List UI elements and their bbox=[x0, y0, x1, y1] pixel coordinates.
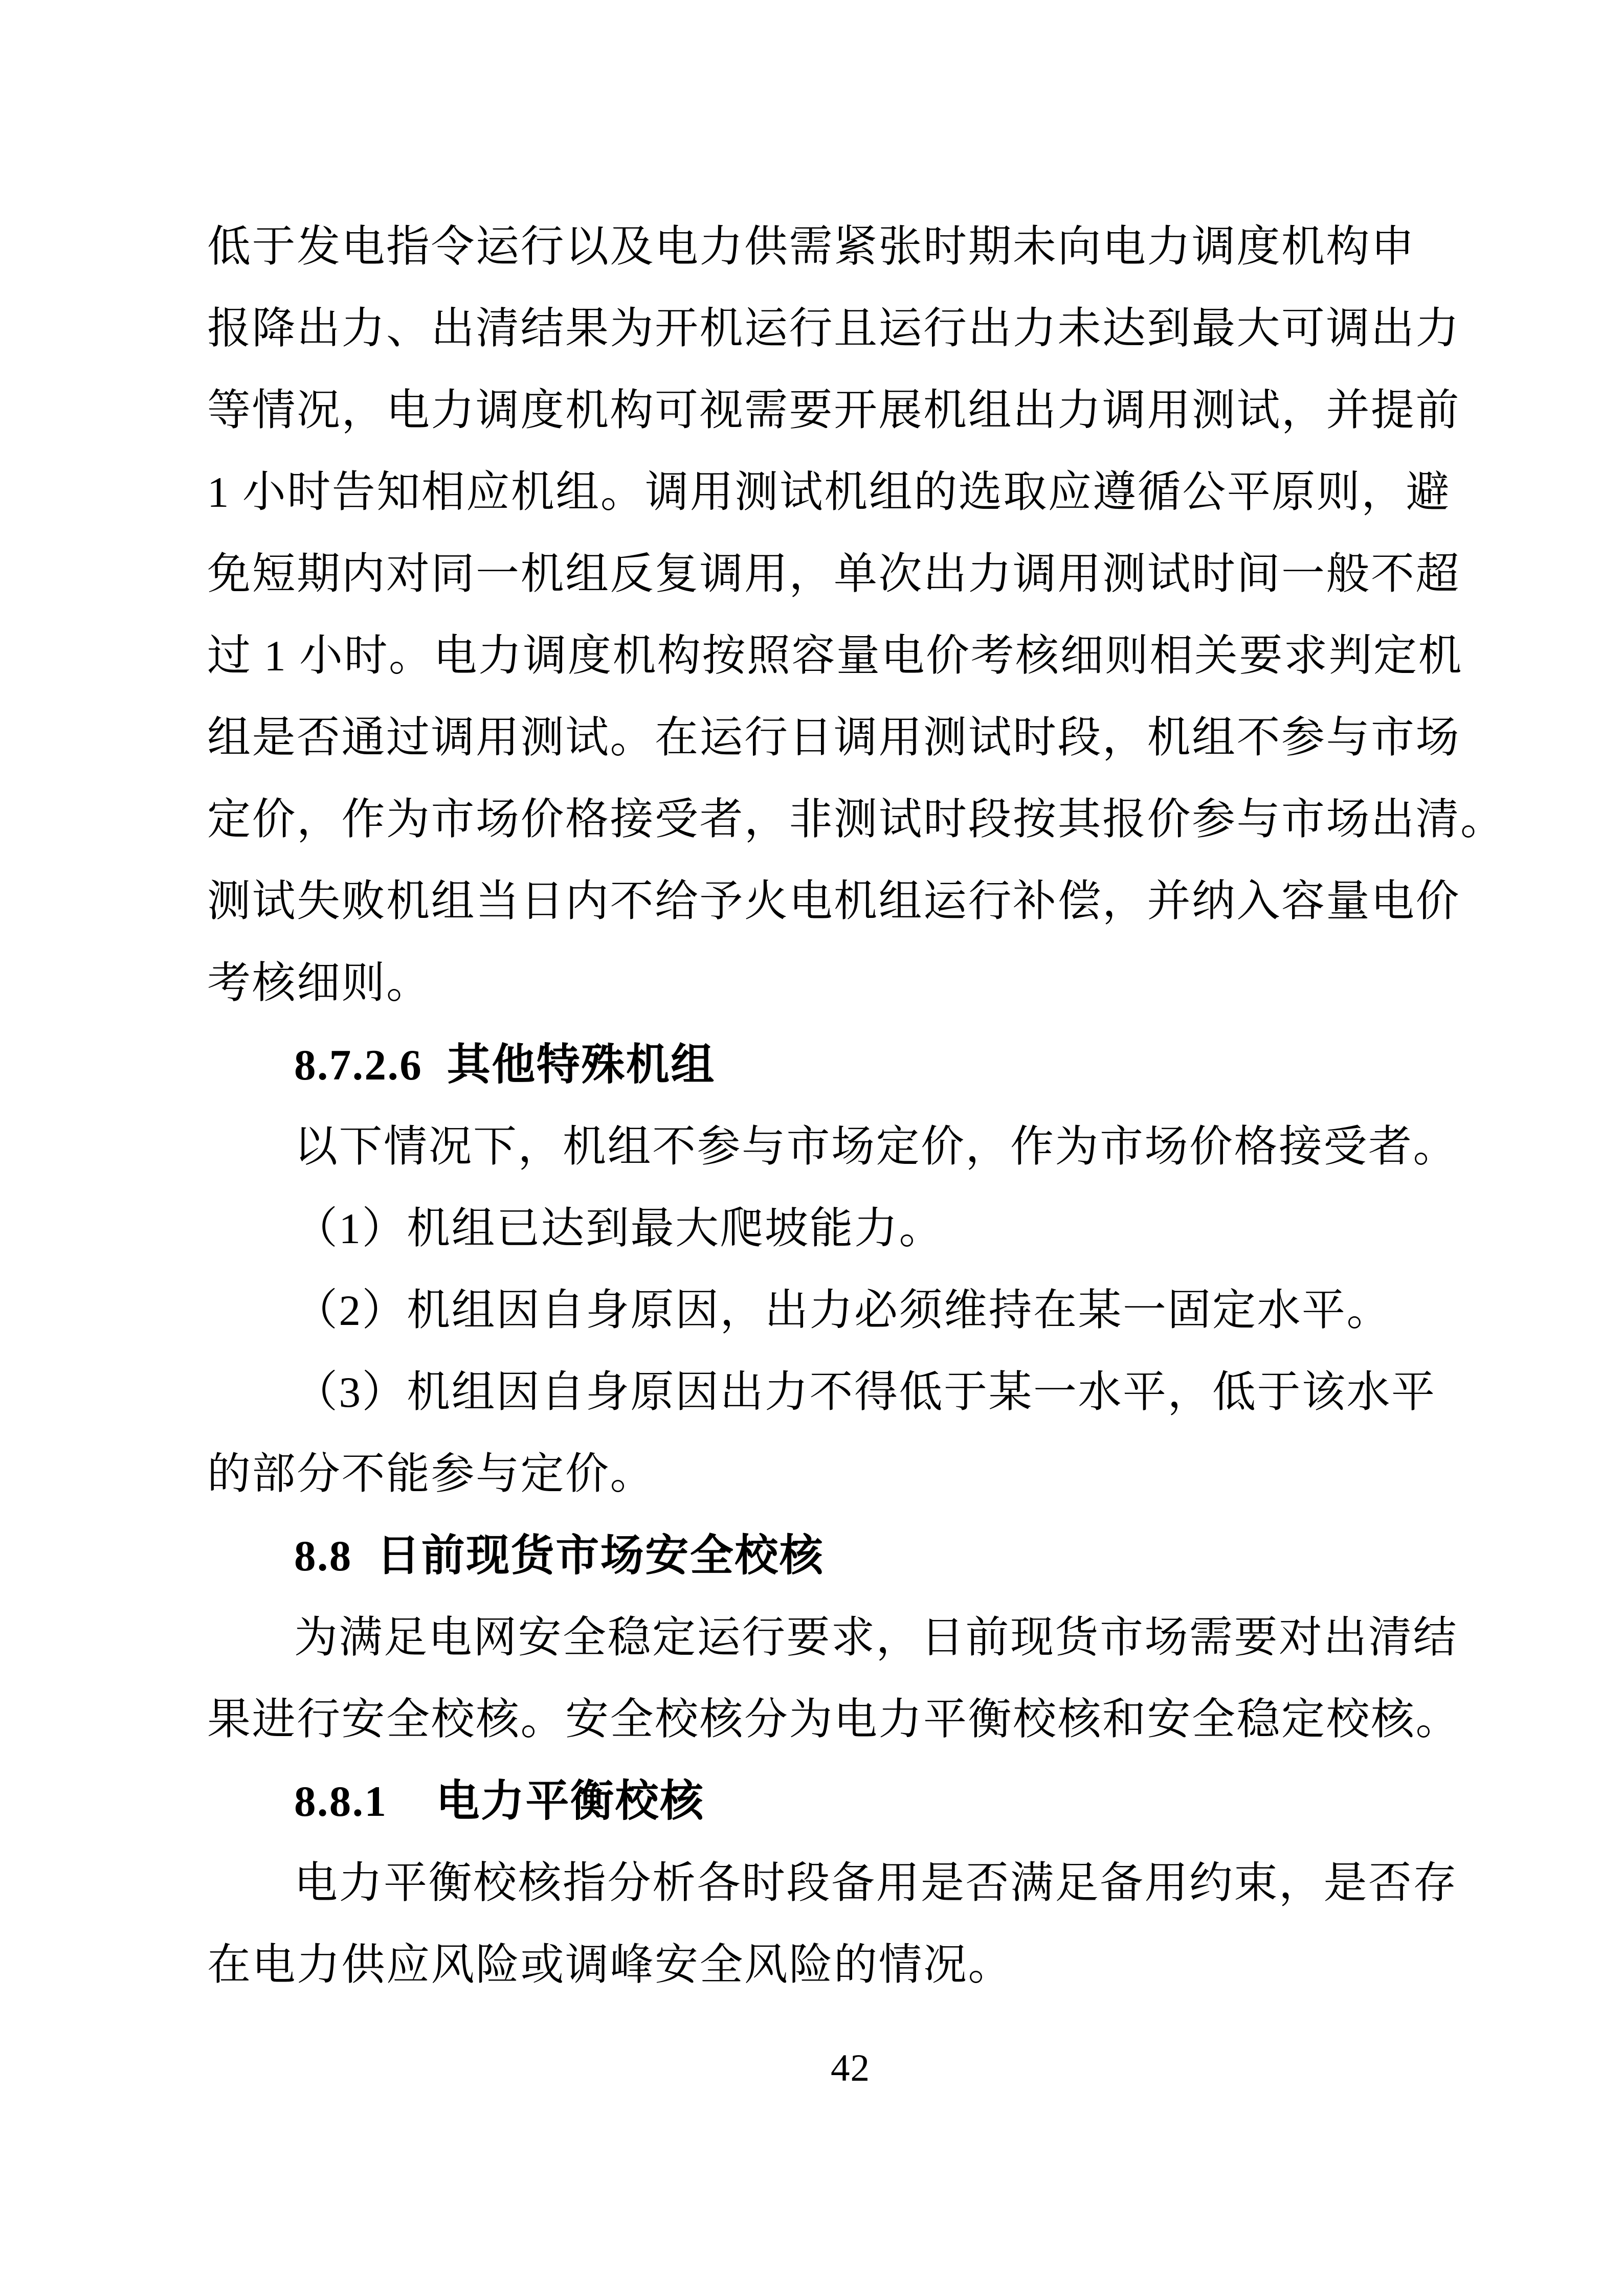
body-line-8: 定价，作为市场价格接受者，非测试时段按其报价参与市场出清。 bbox=[207, 796, 1505, 844]
body-line-7: 组是否通过调用测试。在运行日调用测试时段，机组不参与市场 bbox=[207, 714, 1461, 762]
body-line-16: 的部分不能参与定价。 bbox=[207, 1450, 655, 1498]
body-line-10: 考核细则。 bbox=[207, 959, 431, 1007]
list-item-2: （2）机组因自身原因，出力必须维持在某一固定水平。 bbox=[294, 1287, 1392, 1335]
body-line-2: 报降出力、出清结果为开机运行且运行出力未达到最大可调出力 bbox=[207, 305, 1461, 353]
body-line-22: 在电力供应风险或调峰安全风险的情况。 bbox=[207, 1941, 1013, 1989]
body-line-4: 1 小时告知相应机组。调用测试机组的选取应遵循公平原则，避 bbox=[207, 468, 1451, 516]
body-line-21: 电力平衡校核指分析各时段备用是否满足备用约束，是否存 bbox=[294, 1859, 1458, 1907]
body-line-18: 为满足电网安全稳定运行要求，日前现货市场需要对出清结 bbox=[294, 1614, 1458, 1662]
body-line-1: 低于发电指令运行以及电力供需紧张时期未向电力调度机构申 bbox=[207, 223, 1416, 271]
body-line-5: 免短期内对同一机组反复调用，单次出力调用测试时间一般不超 bbox=[207, 550, 1461, 598]
body-line-19: 果进行安全校核。安全校核分为电力平衡校核和安全稳定校核。 bbox=[207, 1696, 1461, 1744]
section-heading-8-8: 8.8 日前现货市场安全校核 bbox=[294, 1532, 825, 1580]
page-number: 42 bbox=[831, 2047, 870, 2089]
section-heading-8-7-2-6: 8.7.2.6 其他特殊机组 bbox=[294, 1041, 716, 1089]
list-item-1: （1）机组已达到最大爬坡能力。 bbox=[294, 1205, 944, 1253]
list-item-3: （3）机组因自身原因出力不得低于某一水平，低于该水平 bbox=[294, 1368, 1436, 1416]
body-line-9: 测试失败机组当日内不给予火电机组运行补偿，并纳入容量电价 bbox=[207, 877, 1461, 926]
section-heading-8-8-1: 8.8.1 电力平衡校核 bbox=[294, 1777, 705, 1826]
body-line-12: 以下情况下，机组不参与市场定价，作为市场价格接受者。 bbox=[294, 1123, 1458, 1171]
body-line-3: 等情况，电力调度机构可视需要开展机组出力调用测试，并提前 bbox=[207, 387, 1461, 435]
body-line-6: 过 1 小时。电力调度机构按照容量电价考核细则相关要求判定机 bbox=[207, 632, 1463, 680]
document-body bbox=[207, 206, 1505, 2006]
